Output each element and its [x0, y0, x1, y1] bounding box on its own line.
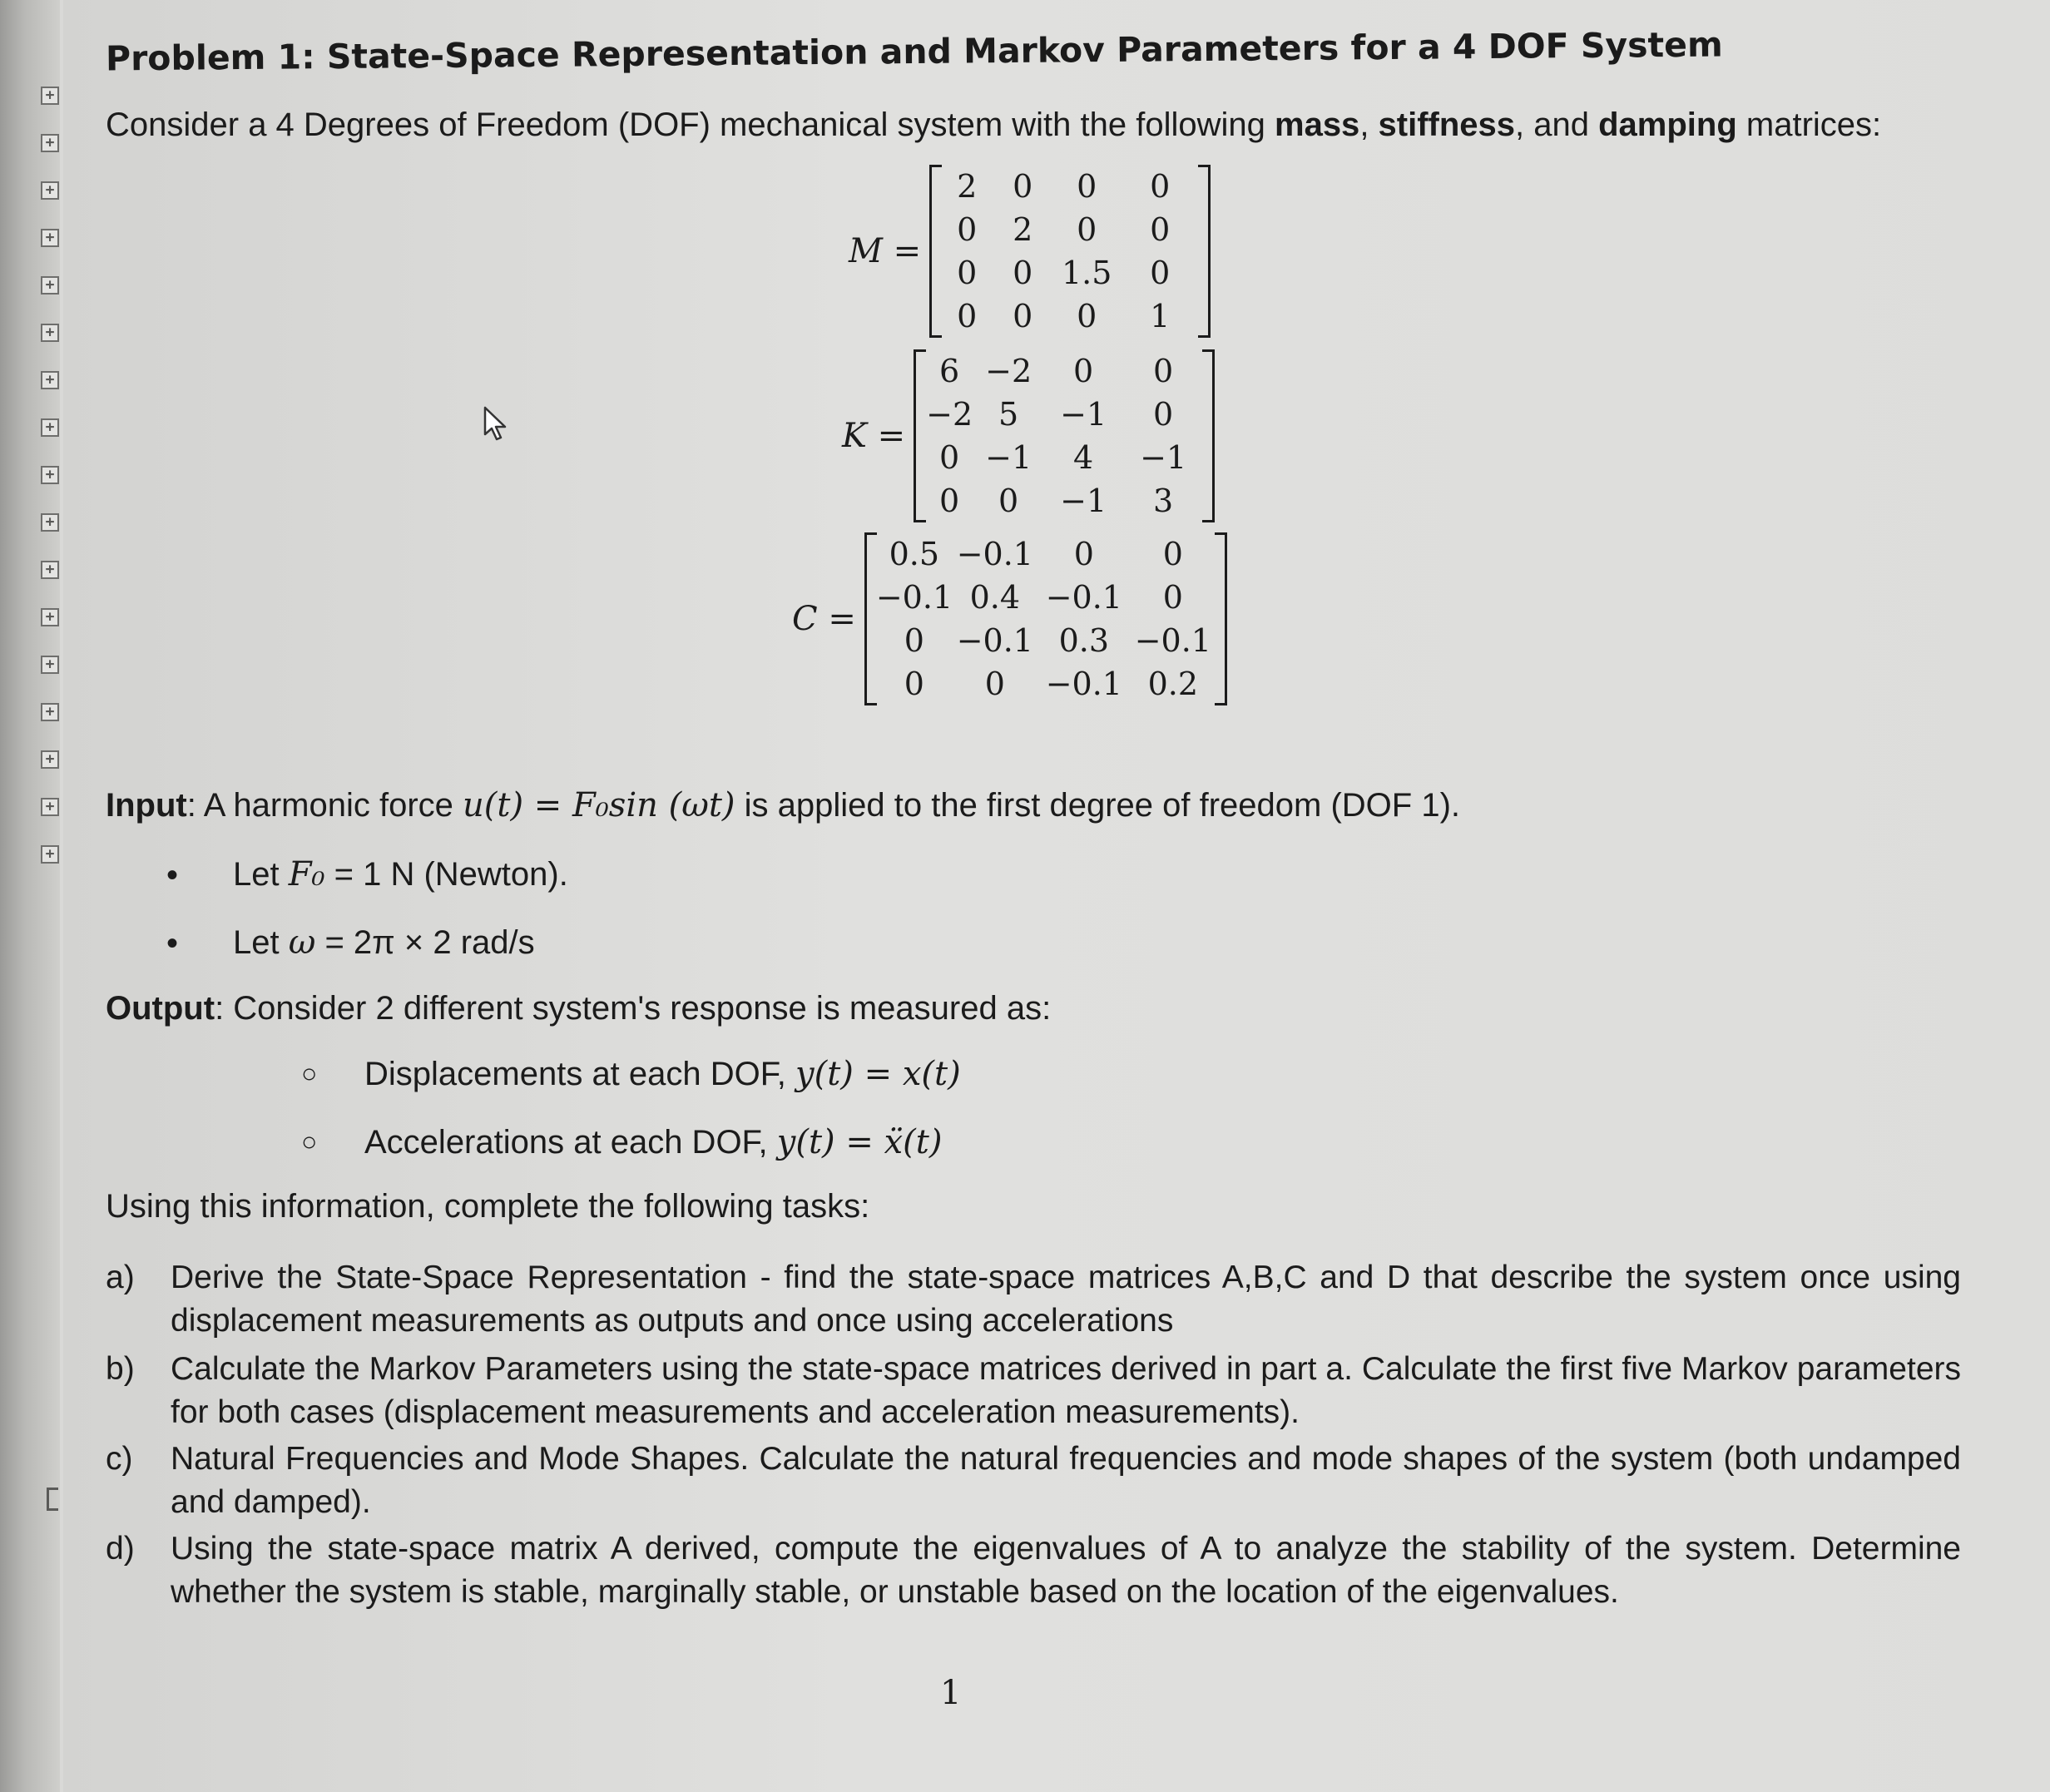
task-text: Derive the State-Space Representation - find the state-space matrices A,B,C and D that describe the system once using displacement measurements as outputs and once using accelerations — [171, 1260, 1961, 1339]
matrix-c-cell-1-3: 0 — [1073, 536, 1094, 572]
stiffness-matrix-label: K = — [842, 417, 906, 455]
matrix-c-cell-2-3: −0.1 — [1045, 579, 1122, 616]
matrix-m-cell-2-2: 2 — [1013, 211, 1033, 248]
matrix-m-cell-4-4: 1 — [1150, 298, 1171, 334]
matrix-m-cell-3-4: 0 — [1150, 255, 1171, 291]
matrix-k-cell-2-3: −1 — [1060, 396, 1107, 433]
page-number: 1 — [940, 1674, 962, 1712]
matrix-m-cell-4-3: 0 — [1077, 298, 1097, 334]
damping-matrix-label: C = — [792, 600, 856, 638]
matrix-k-cell-3-3: 4 — [1073, 439, 1094, 476]
matrix-m-cell-2-3: 0 — [1077, 211, 1097, 248]
outline-expand-icon[interactable]: + — [41, 656, 59, 674]
outline-expand-icon[interactable]: + — [41, 276, 59, 295]
task-a — [106, 1256, 1961, 1343]
matrix-m-cell-1-2: 0 — [1013, 168, 1033, 205]
matrix-k-cell-2-2: 5 — [998, 396, 1019, 433]
matrix-c-cell-4-2: 0 — [984, 666, 1005, 702]
mouse-cursor-icon — [483, 406, 511, 443]
output-paragraph: Output: Consider 2 different system's response is measured as: — [106, 990, 1052, 1027]
matrix-k-cell-3-1: 0 — [939, 439, 960, 476]
task-label: b) — [106, 1351, 135, 1387]
outline-expand-icon[interactable]: + — [41, 134, 59, 152]
section-bracket — [47, 1488, 58, 1511]
stiffness-matrix-grid — [914, 349, 1215, 522]
stiffness-matrix — [842, 349, 1215, 522]
outline-expand-icon[interactable]: + — [41, 703, 59, 721]
matrix-k-cell-4-3: −1 — [1060, 483, 1107, 519]
bullet-marker: • — [166, 857, 179, 894]
matrix-k-cell-1-2: −2 — [985, 353, 1032, 389]
task-d — [106, 1527, 1961, 1614]
matrix-c-cell-3-1: 0 — [904, 622, 924, 659]
task-label: a) — [106, 1260, 135, 1295]
matrix-m-cell-3-3: 1.5 — [1061, 255, 1112, 291]
outline-expand-icon[interactable]: + — [41, 513, 59, 532]
matrix-c-cell-1-4: 0 — [1162, 536, 1183, 572]
matrix-m-cell-1-3: 0 — [1077, 168, 1097, 205]
outline-expand-icon[interactable]: + — [41, 608, 59, 626]
mass-matrix — [849, 165, 1211, 338]
matrix-k-cell-3-2: −1 — [985, 439, 1032, 476]
outline-expand-icon[interactable]: + — [41, 87, 59, 105]
task-text: Using the state-space matrix A derived, compute the eigenvalues of A to analyze the stability of the system. Determine whether the system is stable, marginally stable, or unstable based on the location of the eigenvalues. — [171, 1531, 1961, 1610]
matrix-k-cell-4-1: 0 — [939, 483, 960, 519]
input-bullet-force: Let F₀ = 1 N (Newton). — [233, 855, 568, 894]
matrix-k-cell-2-4: 0 — [1153, 396, 1174, 433]
matrix-c-cell-4-3: −0.1 — [1045, 666, 1122, 702]
task-label: c) — [106, 1441, 133, 1477]
matrix-c-cell-1-2: −0.1 — [956, 536, 1033, 572]
outline-expand-icon[interactable]: + — [41, 418, 59, 437]
matrix-m-cell-2-1: 0 — [957, 211, 978, 248]
matrix-m-cell-1-1: 2 — [957, 168, 978, 205]
outline-expand-icon[interactable]: + — [41, 561, 59, 579]
matrix-c-cell-3-4: −0.1 — [1134, 622, 1211, 659]
outline-gutter — [0, 0, 60, 1792]
circle-bullet-marker: ○ — [301, 1058, 318, 1088]
matrix-c-cell-2-1: −0.1 — [875, 579, 953, 616]
matrix-c-cell-4-4: 0.2 — [1147, 666, 1199, 702]
tasks-intro: Using this information, complete the following tasks: — [106, 1188, 870, 1225]
problem-title: Problem 1: State-Space Representation and Markov Parameters for a 4 DOF System — [105, 24, 1723, 79]
outline-expand-icon[interactable]: + — [41, 845, 59, 864]
task-label: d) — [106, 1531, 135, 1567]
outline-expand-icon[interactable]: + — [41, 750, 59, 769]
matrix-c-cell-4-1: 0 — [904, 666, 924, 702]
matrix-m-cell-1-4: 0 — [1150, 168, 1171, 205]
matrix-c-cell-2-2: 0.4 — [969, 579, 1021, 616]
matrix-m-cell-4-1: 0 — [957, 298, 978, 334]
matrix-k-cell-3-4: −1 — [1140, 439, 1187, 476]
outline-expand-icon[interactable]: + — [41, 181, 59, 200]
matrix-k-cell-4-2: 0 — [998, 483, 1019, 519]
matrix-k-cell-1-1: 6 — [939, 353, 960, 389]
intro-paragraph: Consider a 4 Degrees of Freedom (DOF) mechanical system with the following mass, stiffness, and damping matrices: — [106, 106, 1882, 143]
outline-expand-icon[interactable]: + — [41, 229, 59, 247]
matrix-k-cell-1-3: 0 — [1073, 353, 1094, 389]
matrix-k-cell-4-4: 3 — [1153, 483, 1174, 519]
matrix-m-cell-3-2: 0 — [1013, 255, 1033, 291]
outline-expand-icon[interactable]: + — [41, 371, 59, 389]
outline-expand-icon[interactable]: + — [41, 798, 59, 816]
input-bullet-omega: Let ω = 2π × 2 rad/s — [233, 923, 535, 962]
outline-expand-icon[interactable]: + — [41, 466, 59, 484]
bullet-marker: • — [166, 925, 179, 962]
matrix-c-cell-3-3: 0.3 — [1058, 622, 1110, 659]
matrix-c-cell-3-2: −0.1 — [956, 622, 1033, 659]
matrix-k-cell-2-1: −2 — [926, 396, 973, 433]
task-text: Natural Frequencies and Mode Shapes. Calculate the natural frequencies and mode shapes of the system (both undamped and damped). — [171, 1441, 1961, 1520]
task-c — [106, 1438, 1961, 1524]
matrix-m-cell-2-4: 0 — [1150, 211, 1171, 248]
output-item-acceleration: Accelerations at each DOF, y(t) = ẍ(t) — [364, 1123, 943, 1161]
task-text: Calculate the Markov Parameters using the state-space matrices derived in part a. Calculate the first five Markov parameters for both cases (displacement measurements and acceleration measurements). — [171, 1351, 1961, 1430]
matrix-k-cell-1-4: 0 — [1153, 353, 1174, 389]
damping-matrix — [792, 532, 1227, 705]
input-paragraph: Input: A harmonic force u(t) = F₀sin (ωt) is applied to the first degree of freedom (DOF 1). — [106, 786, 1461, 824]
output-item-displacement: Displacements at each DOF, y(t) = x(t) — [364, 1055, 961, 1093]
mass-matrix-grid — [929, 165, 1211, 338]
circle-bullet-marker: ○ — [301, 1126, 318, 1156]
damping-matrix-grid — [864, 532, 1227, 705]
outline-expand-icon[interactable]: + — [41, 324, 59, 342]
matrix-c-cell-1-1: 0.5 — [889, 536, 940, 572]
matrix-c-cell-2-4: 0 — [1162, 579, 1183, 616]
matrix-m-cell-4-2: 0 — [1013, 298, 1033, 334]
mass-matrix-label: M = — [849, 232, 922, 270]
matrix-m-cell-3-1: 0 — [957, 255, 978, 291]
task-b — [106, 1348, 1961, 1434]
